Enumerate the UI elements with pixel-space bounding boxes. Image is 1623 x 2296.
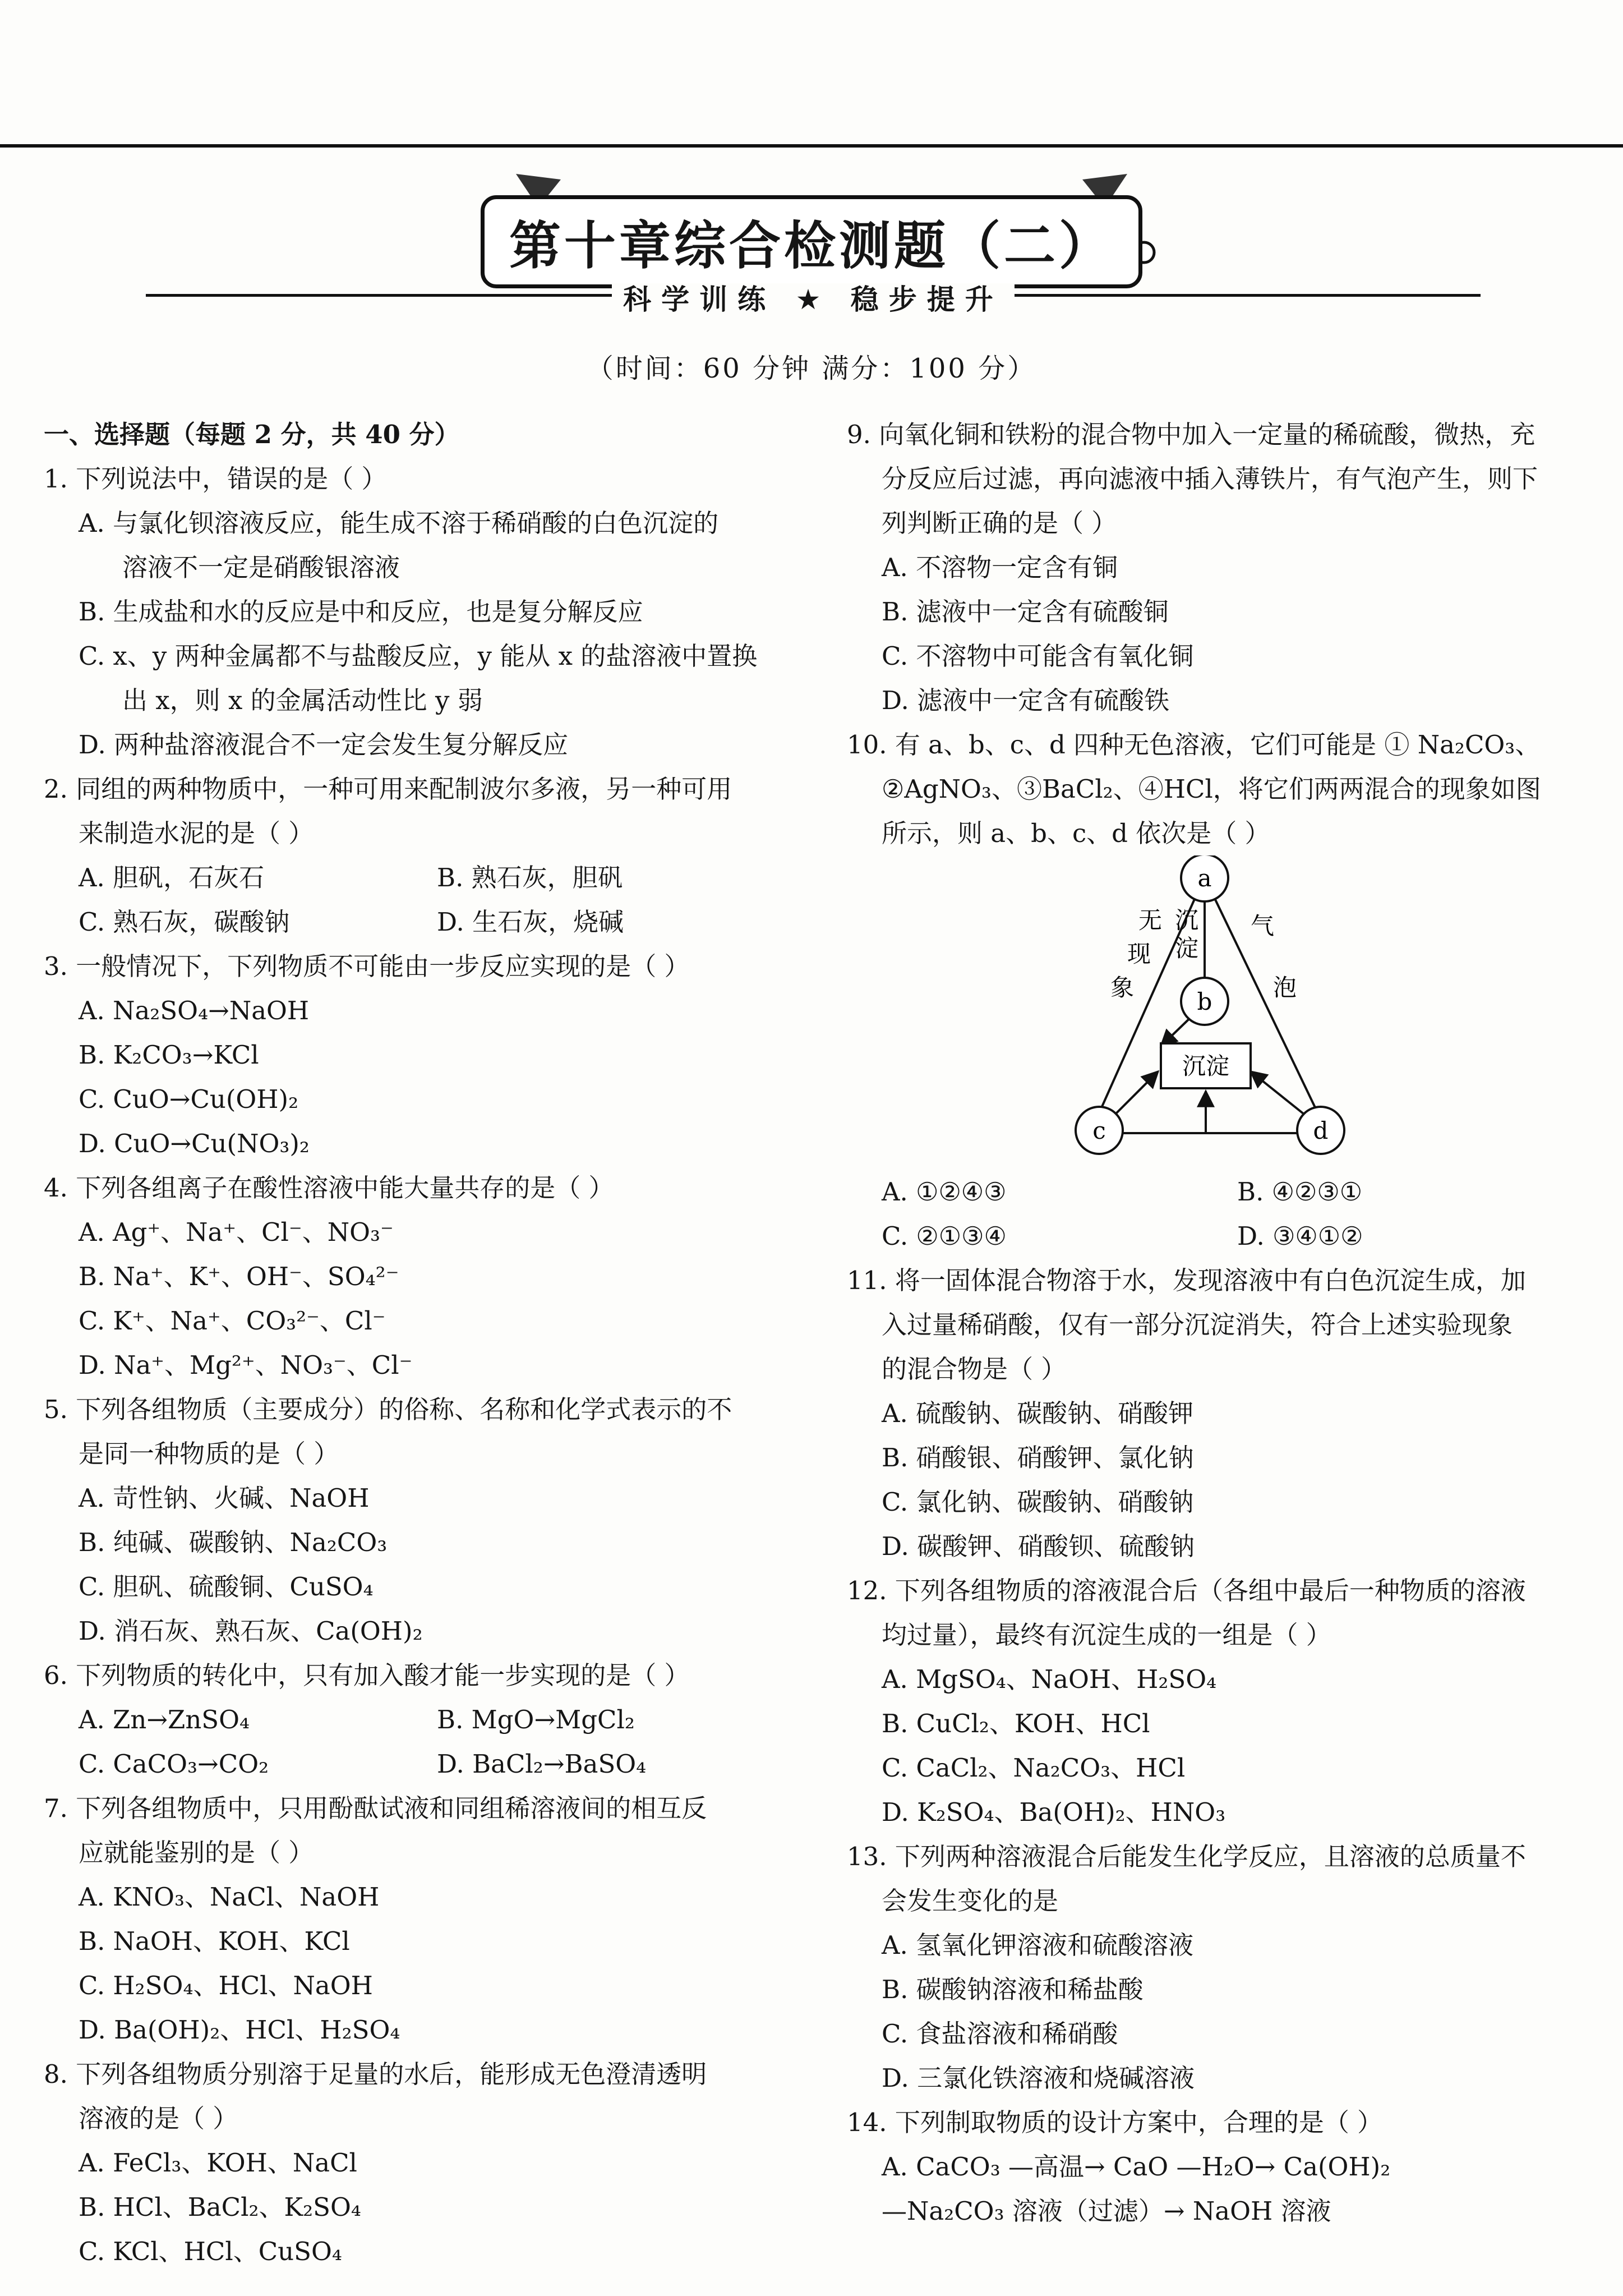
option-text: C. CaCO₃→CO₂ <box>79 1749 269 1779</box>
option-row <box>44 900 795 944</box>
option-text: A. 胆矾，石灰石 <box>79 863 265 892</box>
option-text: B. ④②③① <box>1237 1177 1363 1207</box>
subtitle-line <box>146 280 1481 316</box>
option-text: B. 滤液中一定含有硫酸铜 <box>882 597 1169 627</box>
option-text: A. Na₂SO₄→NaOH <box>79 996 310 1025</box>
option-text: D. 消石灰、熟石灰、Ca(OH)₂ <box>79 1616 423 1646</box>
top-rule <box>0 144 1623 148</box>
option-text: C. CuO→Cu(OH)₂ <box>79 1084 299 1114</box>
label-precipitate-2: 淀 <box>1175 935 1199 962</box>
label-gas-2: 泡 <box>1273 974 1297 1001</box>
node-a-label: a <box>1197 864 1212 892</box>
option-text: A. Zn→ZnSO₄ <box>79 1705 250 1734</box>
option-text: B. 硝酸银、硝酸钾、氯化钠 <box>882 1443 1194 1473</box>
option-row <box>44 855 795 900</box>
option-text: 均过量），最终有沉淀生成的一组是（ ） <box>882 1620 1331 1650</box>
option-text: D. Na⁺、Mg²⁺、NO₃⁻、Cl⁻ <box>79 1350 413 1380</box>
option-text: C. 氯化钠、碳酸钠、硝酸钠 <box>882 1487 1194 1517</box>
node-d-label: d <box>1313 1117 1329 1144</box>
option-text: D. K₂SO₄、Ba(OH)₂、HNO₃ <box>882 1797 1226 1827</box>
node-c-label: c <box>1092 1117 1106 1144</box>
label-no-phenomenon-1: 无 <box>1138 907 1163 934</box>
option-text: 分反应后过滤，再向滤液中插入薄铁片，有气泡产生，则下 <box>882 464 1538 494</box>
left-column <box>44 412 795 2274</box>
question-text: 4. 下列各组离子在酸性溶液中能大量共存的是（ ） <box>44 1173 614 1203</box>
option-text: 的混合物是（ ） <box>882 1354 1067 1384</box>
option-text: B. CuCl₂、KOH、HCl <box>882 1709 1150 1738</box>
right-column <box>847 412 1593 2233</box>
option-text: C. H₂SO₄、HCl、NaOH <box>79 1971 373 2000</box>
option-text: C. CaCl₂、Na₂CO₃、HCl <box>882 1753 1186 1783</box>
option-text: D. 滤液中一定含有硫酸铁 <box>882 685 1170 715</box>
option-text: 入过量稀硝酸，仅有一部分沉淀消失，符合上述实验现象 <box>882 1310 1513 1340</box>
option-text: 会发生变化的是 <box>882 1886 1059 1916</box>
option-text: C. KCl、HCl、CuSO₄ <box>79 2237 342 2266</box>
right-column-top <box>847 412 1593 855</box>
option-text: B. K₂CO₃→KCl <box>79 1040 259 1070</box>
label-gas-1: 气 <box>1251 912 1275 940</box>
question-text: 11. 将一固体混合物溶于水，发现溶液中有白色沉淀生成，加 <box>847 1266 1526 1295</box>
option-text: B. 生成盐和水的反应是中和反应，也是复分解反应 <box>79 597 643 627</box>
question-text: 6. 下列物质的转化中，只有加入酸才能一步实现的是（ ） <box>44 1660 690 1690</box>
option-text: 所示，则 a、b、c、d 依次是（ ） <box>882 818 1270 848</box>
option-text: C. 食盐溶液和稀硝酸 <box>882 2019 1118 2049</box>
question-text: 7. 下列各组物质中，只用酚酞试液和同组稀溶液间的相互反 <box>44 1793 707 1823</box>
option-text: C. 胆矾、硫酸铜、CuSO₄ <box>79 1572 374 1602</box>
option-text: D. 生石灰，烧碱 <box>437 907 624 937</box>
option-row <box>44 1742 795 1786</box>
question-text: 14. 下列制取物质的设计方案中，合理的是（ ） <box>847 2108 1383 2137</box>
option-text: C. 不溶物中可能含有氧化铜 <box>882 641 1194 671</box>
option-text: A. MgSO₄、NaOH、H₂SO₄ <box>882 1664 1217 1694</box>
option-text: B. Na⁺、K⁺、OH⁻、SO₄²⁻ <box>79 1262 399 1291</box>
option-text: A. CaCO₃ —高温→ CaO —H₂O→ Ca(OH)₂ <box>882 2152 1391 2182</box>
option-text: B. 碳酸钠溶液和稀盐酸 <box>882 1975 1144 2004</box>
node-b-label: b <box>1197 988 1212 1015</box>
right-column-bottom <box>847 1170 1593 2233</box>
option-text: 出 x，则 x 的金属活动性比 y 弱 <box>122 685 483 715</box>
option-text: A. 与氯化钡溶液反应，能生成不溶于稀硝酸的白色沉淀的 <box>79 508 719 538</box>
option-text: D. Ba(OH)₂、HCl、H₂SO₄ <box>79 2015 400 2045</box>
option-text: A. 氢氧化钾溶液和硫酸溶液 <box>882 1930 1194 1960</box>
option-text: B. 纯碱、碳酸钠、Na₂CO₃ <box>79 1527 388 1557</box>
option-text: B. 熟石灰，胆矾 <box>437 863 623 892</box>
question-text: 8. 下列各组物质分别溶于足量的水后，能形成无色澄清透明 <box>44 2059 707 2089</box>
option-text: C. K⁺、Na⁺、CO₃²⁻、Cl⁻ <box>79 1306 386 1336</box>
option-text: —Na₂CO₃ 溶液（过滤）→ NaOH 溶液 <box>882 2196 1331 2226</box>
option-text: ②AgNO₃、③BaCl₂、④HCl，将它们两两混合的现象如图 <box>882 774 1541 804</box>
option-text: A. ①②④③ <box>882 1177 1007 1207</box>
option-text: B. HCl、BaCl₂、K₂SO₄ <box>79 2192 361 2222</box>
box-label: 沉淀 <box>1182 1052 1230 1080</box>
question-text: 2. 同组的两种物质中，一种可用来配制波尔多液，另一种可用 <box>44 774 732 804</box>
question-text: 10. 有 a、b、c、d 四种无色溶液，它们可能是 ① Na₂CO₃、 <box>847 730 1541 760</box>
option-text: 列判断正确的是（ ） <box>882 508 1117 538</box>
label-no-phenomenon-2: 现 <box>1127 940 1151 968</box>
time-info: （时间：60 分钟 满分：100 分） <box>586 353 1037 384</box>
question-text: 1. 下列说法中，错误的是（ ） <box>44 464 387 494</box>
option-text: 溶液不一定是硝酸银溶液 <box>122 553 400 582</box>
option-text: D. ③④①② <box>1237 1221 1363 1251</box>
option-text: D. 碳酸钾、硝酸钡、硫酸钠 <box>882 1531 1195 1561</box>
question-text: 5. 下列各组物质（主要成分）的俗称、名称和化学式表示的不 <box>44 1395 732 1424</box>
option-text: A. 不溶物一定含有铜 <box>882 553 1118 582</box>
option-text: 溶液的是（ ） <box>79 2104 238 2133</box>
question-text: 12. 下列各组物质的溶液混合后（各组中最后一种物质的溶液 <box>847 1576 1526 1605</box>
option-text: D. CuO→Cu(NO₃)₂ <box>79 1129 310 1158</box>
option-text: C. x、y 两种金属都不与盐酸反应，y 能从 x 的盐溶液中置换 <box>79 641 758 671</box>
label-precipitate-1: 沉 <box>1175 907 1199 934</box>
option-text: D. BaCl₂→BaSO₄ <box>437 1749 647 1779</box>
label-no-phenomenon-3: 象 <box>1110 974 1135 1001</box>
option-text: B. MgO→MgCl₂ <box>437 1705 635 1734</box>
option-text: A. FeCl₃、KOH、NaCl <box>79 2148 357 2178</box>
option-text: D. 三氯化铁溶液和烧碱溶液 <box>882 2063 1195 2093</box>
page-title: 第十章综合检测题（二） <box>481 195 1142 288</box>
reaction-diagram <box>1015 855 1408 1170</box>
option-text: A. Ag⁺、Na⁺、Cl⁻、NO₃⁻ <box>79 1217 394 1247</box>
option-row <box>847 1170 1593 1214</box>
option-text: 来制造水泥的是（ ） <box>79 818 314 848</box>
subtitle: 科学训练 ★ 稳步提升 <box>612 283 1015 316</box>
reaction-diagram-svg <box>1015 855 1408 1170</box>
chapter-banner <box>0 185 1623 275</box>
option-text: A. KNO₃、NaCl、NaOH <box>79 1882 380 1912</box>
question-text: 9. 向氧化铜和铁粉的混合物中加入一定量的稀硫酸，微热，充 <box>847 420 1536 449</box>
option-text: A. 苛性钠、火碱、NaOH <box>79 1483 370 1513</box>
option-text: 是同一种物质的是（ ） <box>79 1439 339 1469</box>
section-heading: 一、选择题（每题 2 分，共 40 分） <box>44 420 460 449</box>
option-text: A. 硫酸钠、碳酸钠、硝酸钾 <box>882 1398 1194 1428</box>
question-text: 13. 下列两种溶液混合后能发生化学反应，且溶液的总质量不 <box>847 1842 1526 1871</box>
option-row <box>847 1214 1593 1258</box>
option-text: D. 两种盐溶液混合不一定会发生复分解反应 <box>79 730 569 760</box>
question-text: 3. 一般情况下，下列物质不可能由一步反应实现的是（ ） <box>44 951 690 981</box>
option-row <box>44 1697 795 1742</box>
option-text: 应就能鉴别的是（ ） <box>79 1838 314 1867</box>
option-text: C. 熟石灰，碳酸钠 <box>79 907 290 937</box>
option-text: B. NaOH、KOH、KCl <box>79 1926 350 1956</box>
option-text: C. ②①③④ <box>882 1221 1007 1251</box>
